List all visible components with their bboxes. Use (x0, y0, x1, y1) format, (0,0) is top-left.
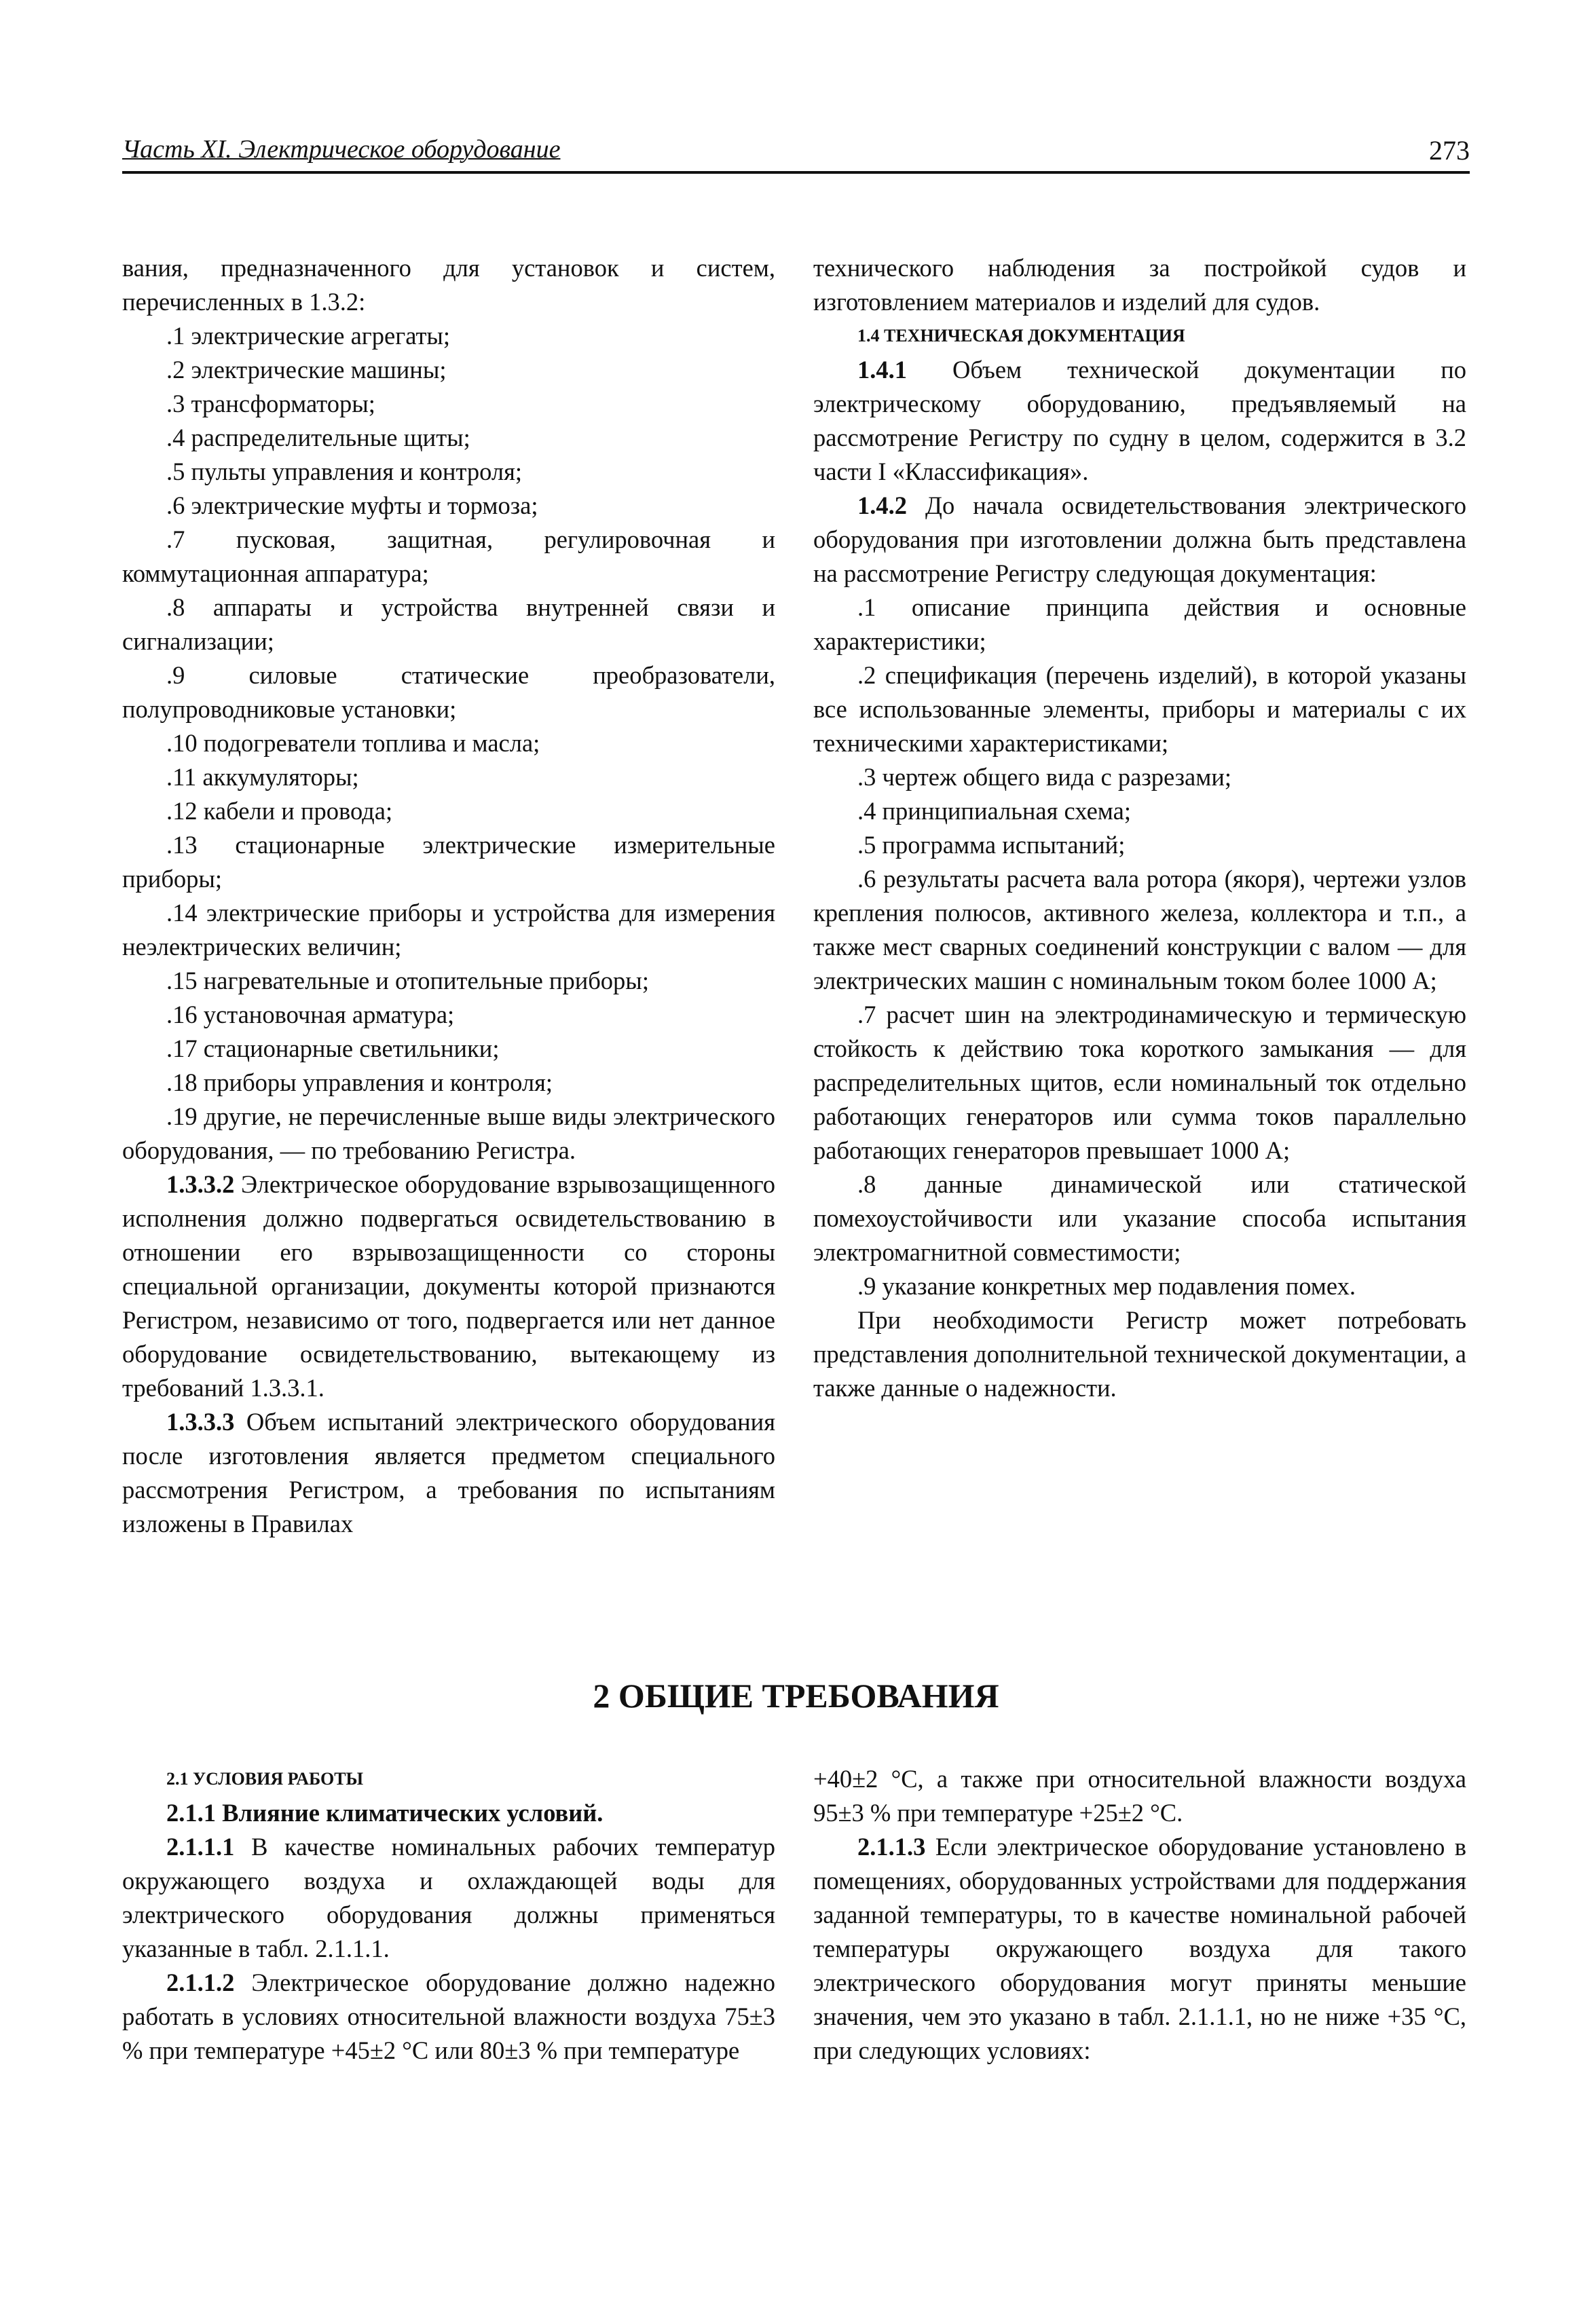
list-item: .9 силовые статические преобразователи, полупроводниковые установки; (122, 661, 775, 723)
list-item: .11 аккумуляторы; (166, 763, 359, 791)
paragraph-final: При необходимости Регистр может потребовать представления дополнительной технической документации, а также данные о надежности. (813, 1306, 1466, 1402)
list-item: .9 указание конкретных мер подавления помех. (857, 1272, 1356, 1300)
paragraph-2-1-1-3 (813, 1830, 1466, 2068)
list-item: .10 подогреватели топлива и масла; (166, 729, 540, 757)
chapter-title: 2 ОБЩИЕ ТРЕБОВАНИЯ (593, 1677, 999, 1715)
right-column-top (813, 251, 1466, 1405)
list-item: .2 электрические машины; (166, 356, 447, 384)
clause-text: В качестве номинальных рабочих температур окружающего воздуха и охлаждающей воды для электрического оборудования должны применяться указанные в табл. 2.1.1.1. (122, 1833, 775, 1962)
list-item: .19 другие, не перечисленные выше виды электрического оборудования, — по требованию Регистра. (122, 1102, 775, 1164)
list-item: .5 программа испытаний; (857, 831, 1126, 859)
paragraph-2-1-1 (122, 1796, 775, 1830)
clause-number: 2.1.1.1 (166, 1833, 235, 1861)
left-column-top (122, 251, 775, 1541)
list-item: .8 данные динамической или статической помехоустойчивости или указание способа испытания электромагнитной совместимости; (813, 1170, 1466, 1266)
paragraph-continuation: +40±2 °С, а также при относительной влажности воздуха 95±3 % при температуре +25±2 °С. (813, 1765, 1466, 1827)
list-item: .18 приборы управления и контроля; (166, 1068, 553, 1096)
clause-text: Электрическое оборудование взрывозащищенного исполнения должно подвергаться освидетельствованию в отношении его взрывозащищенности со стороны специальной организации, документы которой признаются Регистром, независимо от того, подвергается или нет данное оборудование освидетельствованию, вытекающему из требований 1.3.3.1. (122, 1170, 775, 1402)
list-item: .6 электрические муфты и тормоза; (166, 491, 538, 519)
clause-number: 1.4.2 (857, 491, 907, 519)
list-item: .7 пусковая, защитная, регулировочная и коммутационная аппаратура; (122, 525, 775, 587)
paragraph-continuation: технического наблюдения за постройкой судов и изготовлением материалов и изделий для судов. (813, 254, 1466, 316)
clause-text: Объем испытаний электрического оборудования после изготовления является предметом специального рассмотрения Регистром, а требования по испытаниям изложены в Правилах (122, 1408, 775, 1537)
clause-text: Объем технической документации по электрическому оборудованию, предъявляемый на рассмотрение Регистру по судну в целом, содержится в 3.2 части I «Классификация». (813, 356, 1466, 485)
list-item: .7 расчет шин на электродинамическую и термическую стойкость к действию тока короткого замыкания — для распределительных щитов, если номинальный ток отдельно работающих генераторов или сумма токов параллельно работающих генераторов превышает 1000 А; (813, 1001, 1466, 1164)
subsection-title-1-4: 1.4 ТЕХНИЧЕСКАЯ ДОКУМЕНТАЦИЯ (857, 326, 1185, 346)
page-number: 273 (1429, 135, 1470, 166)
clause-number: 1.3.3.2 (166, 1170, 235, 1198)
paragraph-1-4-2 (813, 489, 1466, 591)
clause-heading: 2.1.1 Влияние климатических условий. (166, 1799, 604, 1827)
paragraph-1-3-3-2 (122, 1168, 775, 1405)
list-item: .15 нагревательные и отопительные приборы; (166, 967, 649, 994)
right-column-bottom (813, 1762, 1466, 2068)
list-item: .1 электрические агрегаты; (166, 322, 451, 350)
clause-number: 2.1.1.2 (166, 1969, 235, 1996)
clause-text: До начала освидетельствования электрического оборудования при изготовлении должна быть представлена на рассмотрение Регистру следующая документация: (813, 491, 1466, 587)
running-header (122, 133, 1470, 174)
list-item: .3 чертеж общего вида с разрезами; (857, 763, 1232, 791)
list-item: .14 электрические приборы и устройства для измерения неэлектрических величин; (122, 899, 775, 961)
clause-text: Если электрическое оборудование установлено в помещениях, оборудованных устройствами для поддержания заданной температуры, то в качестве номинальной рабочей температуры окружающего воздуха для такого электрического оборудования могут приняты меньшие значения, чем это указано в табл. 2.1.1.1, но не ниже +35 °С, при следующих условиях: (813, 1833, 1466, 2064)
list-item: .6 результаты расчета вала ротора (якоря), чертежи узлов крепления полюсов, активного железа, коллектора и т.п., а также мест сварных соединений конструкции с валом — для электрических машин с номинальным током более 1000 А; (813, 865, 1466, 994)
list-item: .16 установочная арматура; (166, 1001, 455, 1028)
list-item: .4 принципиальная схема; (857, 797, 1131, 825)
paragraph-1-4-1 (813, 353, 1466, 489)
running-header-title: Часть XI. Электрическое оборудование (122, 135, 561, 164)
list-item: .13 стационарные электрические измерительные приборы; (122, 831, 775, 893)
list-item: .17 стационарные светильники; (166, 1034, 500, 1062)
paragraph-1-3-3-3 (122, 1405, 775, 1541)
paragraph-continuation: вания, предназначенного для установок и систем, перечисленных в 1.3.2: (122, 254, 775, 316)
list-item: .5 пульты управления и контроля; (166, 458, 523, 485)
subsection-title-2-1: 2.1 УСЛОВИЯ РАБОТЫ (166, 1769, 364, 1789)
clause-text: Электрическое оборудование должно надежно работать в условиях относительной влажности воздуха 75±3 % при температуре +45±2 °С или 80±3 % при температуре (122, 1969, 775, 2064)
clause-number: 1.4.1 (857, 356, 907, 384)
paragraph-2-1-1-2 (122, 1966, 775, 2068)
list-item: .3 трансформаторы; (166, 390, 375, 417)
list-item: .8 аппараты и устройства внутренней связи и сигнализации; (122, 593, 775, 655)
list-item: .1 описание принципа действия и основные характеристики; (813, 593, 1466, 655)
paragraph-2-1-1-1 (122, 1830, 775, 1966)
list-item: .4 распределительные щиты; (166, 424, 470, 451)
clause-number: 2.1.1.3 (857, 1833, 926, 1861)
clause-number: 1.3.3.3 (166, 1408, 235, 1436)
left-column-bottom (122, 1762, 775, 2068)
list-item: .2 спецификация (перечень изделий), в которой указаны все использованные элементы, приборы и материалы с их техническими характеристиками; (813, 661, 1466, 757)
list-item: .12 кабели и провода; (166, 797, 393, 825)
